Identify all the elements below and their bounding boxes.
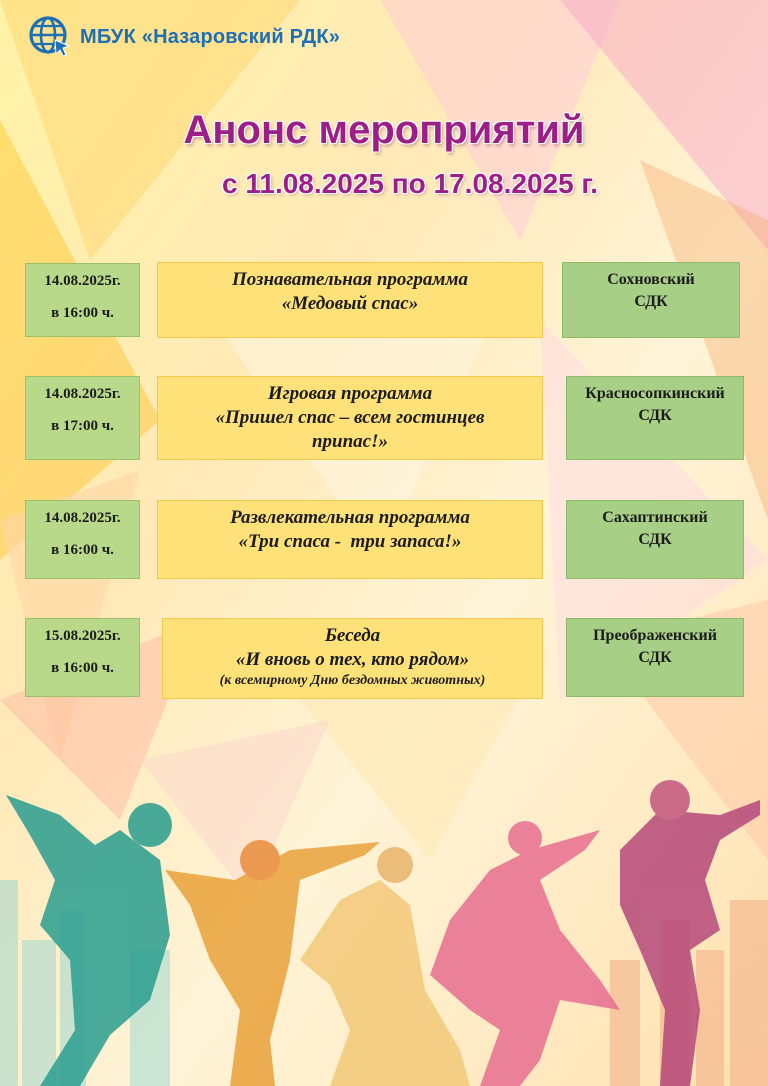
event-note: (к всемирному Дню бездомных животных): [219, 673, 486, 688]
event-time: в 16:00 ч.: [51, 660, 114, 676]
event-time: в 17:00 ч.: [51, 418, 114, 434]
org-name: МБУК «Назаровский РДК»: [80, 25, 341, 48]
event-title-box: [162, 618, 543, 699]
event-place-name: Преображенский: [593, 627, 717, 644]
event-place-type: СДК: [634, 293, 668, 310]
globe-cursor-icon: [28, 15, 72, 59]
event-title-box: [157, 262, 543, 338]
event-date-box: [25, 263, 140, 337]
event-place-type: СДК: [638, 407, 672, 424]
date-range-subtitle: с 11.08.2025 по 17.08.2025 г.: [222, 168, 599, 199]
event-name: «Пришел спас – всем гостинцев: [215, 407, 485, 428]
event-type: Беседа: [324, 625, 381, 646]
page-title: Анонс мероприятий: [183, 108, 585, 152]
event-type: Игровая программа: [267, 383, 433, 404]
event-date-box: [25, 376, 140, 460]
event-date: 15.08.2025г.: [44, 628, 121, 644]
event-name: «Три спаса - три запаса!»: [238, 531, 462, 552]
event-date: 14.08.2025г.: [44, 510, 121, 526]
event-title-box: [157, 500, 543, 579]
header: [28, 14, 340, 60]
event-date: 14.08.2025г.: [44, 386, 121, 402]
event-date-box: [25, 618, 140, 697]
event-name: «Медовый спас»: [281, 293, 419, 314]
event-title-box: [157, 376, 543, 460]
event-name-cont: припас!»: [311, 431, 389, 452]
event-place-type: СДК: [638, 649, 672, 666]
event-time: в 16:00 ч.: [51, 542, 114, 558]
event-place-type: СДК: [638, 531, 672, 548]
event-place-name: Сохновский: [607, 271, 695, 288]
event-date: 14.08.2025г.: [44, 273, 121, 289]
event-place-box: [566, 618, 744, 697]
event-place-box: [566, 376, 744, 460]
event-name: «И вновь о тех, кто рядом»: [235, 649, 470, 670]
event-type: Познавательная программа: [232, 269, 468, 290]
event-place-box: [566, 500, 744, 579]
event-place-box: [562, 262, 740, 338]
event-date-box: [25, 500, 140, 579]
event-place-name: Красносопкинский: [585, 385, 725, 402]
event-place-name: Сахаптинский: [602, 509, 708, 526]
event-time: в 16:00 ч.: [51, 305, 114, 321]
event-type: Развлекательная программа: [230, 507, 470, 528]
